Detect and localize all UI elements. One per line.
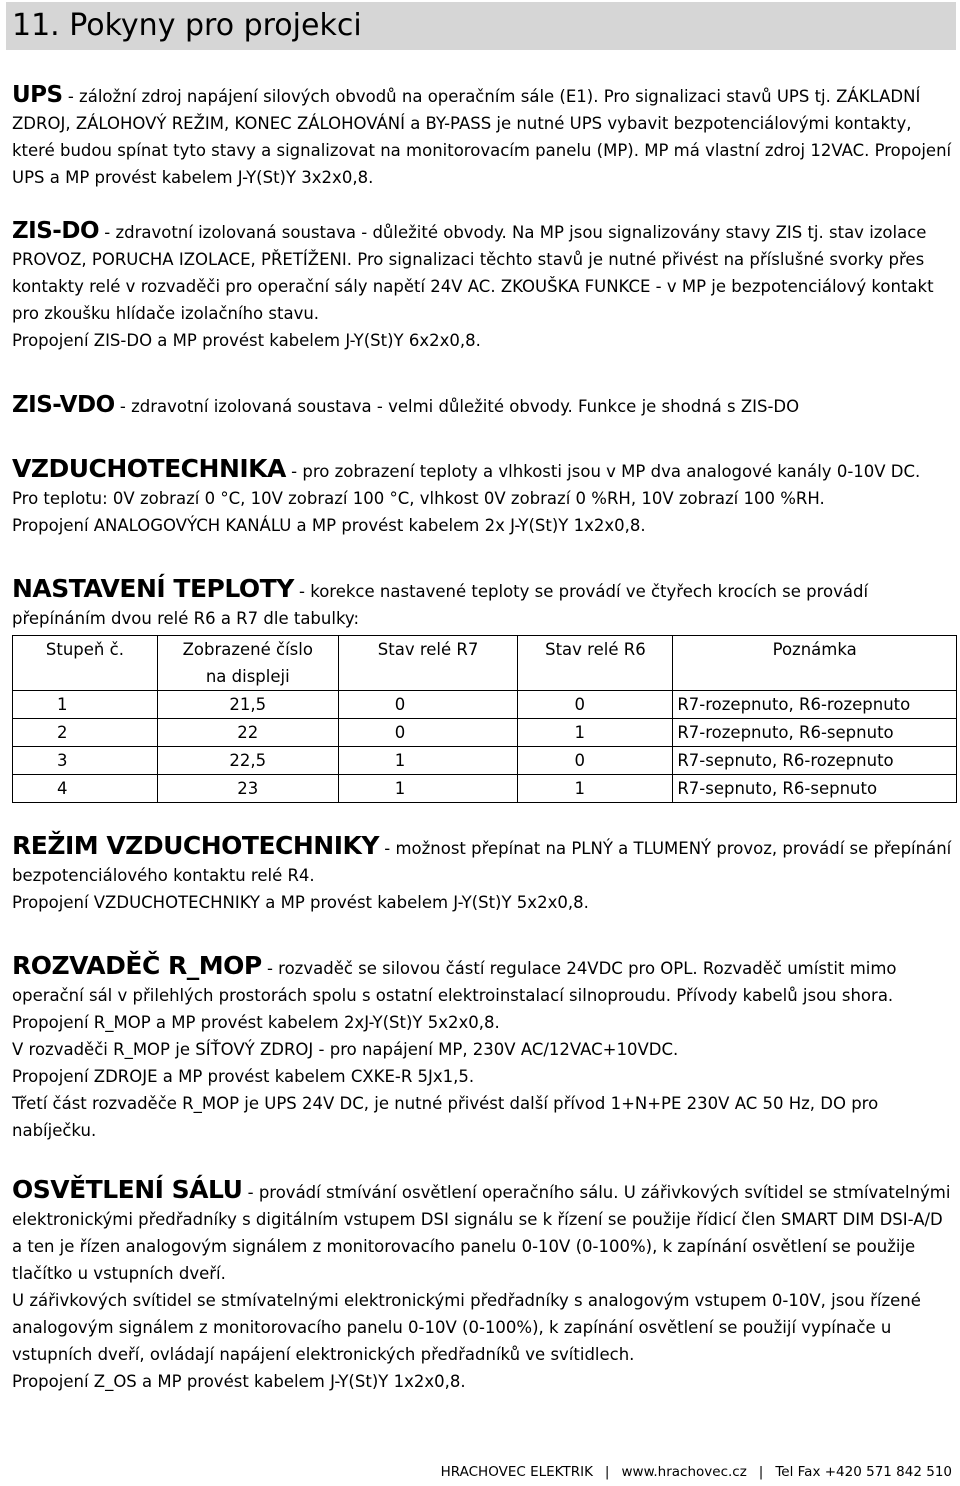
footer-separator: | <box>758 1464 764 1480</box>
header-note: Poznámka <box>673 636 957 691</box>
header-display: Zobrazené číslo na displeji <box>157 636 338 691</box>
section-nastaveni-teploty <box>12 575 952 632</box>
section-heading: UPS <box>12 82 63 108</box>
section-heading: ROZVADĚČ R_MOP <box>12 951 262 980</box>
section-text: - korekce nastavené teploty se provádí ve čtyřech krocích se provádí přepínáním dvou relé R6 a R7 dle tabulky: <box>12 582 869 628</box>
section-heading: VZDUCHOTECHNIKA <box>12 454 286 483</box>
cell-display: 22,5 <box>157 747 338 775</box>
title-bar <box>6 2 956 50</box>
cell-note: R7-sepnuto, R6-sepnuto <box>673 775 957 803</box>
header-step: Stupeň č. <box>13 636 158 691</box>
footer-phone: Tel Fax +420 571 842 510 <box>775 1464 952 1480</box>
footer-separator: | <box>604 1464 610 1480</box>
section-text: - možnost přepínat na PLNÝ a TLUMENÝ provoz, provádí se přepínání bezpotenciálového kontaktu relé R4. <box>12 839 952 885</box>
cell-step: 3 <box>13 747 158 775</box>
section-heading: REŽIM VZDUCHOTECHNIKY <box>12 831 379 860</box>
page-title: 11. Pokyny pro projekci <box>12 8 362 43</box>
table-header-row <box>13 636 957 691</box>
cell-note: R7-sepnuto, R6-rozepnuto <box>673 747 957 775</box>
cell-step: 4 <box>13 775 158 803</box>
section-line: Propojení ZDROJE a MP provést kabelem CXKE-R 5Jx1,5. <box>12 1067 475 1086</box>
table-row <box>13 775 957 803</box>
section-heading: ZIS-VDO <box>12 392 115 418</box>
section-text: - pro zobrazení teploty a vlhkosti jsou v MP dva analogové kanály 0-10V DC. <box>285 462 921 481</box>
footer-website[interactable]: www.hrachovec.cz <box>621 1464 747 1480</box>
section-vzduchotechnika <box>12 455 952 539</box>
section-text: - zdravotní izolovaná soustava - velmi důležité obvody. Funkce je shodná s ZIS-DO <box>114 397 800 416</box>
section-text: - rozvaděč se silovou částí regulace 24VDC pro OPL. Rozvaděč umístit mimo operační sál v přilehlých prostorách spolu s ostatní elektroinstalací silnoproudu. Přívody kabelů jsou shora. <box>12 959 897 1005</box>
section-heading: ZIS-DO <box>12 218 99 244</box>
section-rezim-vzduchotechniky <box>12 832 952 916</box>
cell-step: 2 <box>13 719 158 747</box>
cell-display: 21,5 <box>157 691 338 719</box>
section-line: Pro teplotu: 0V zobrazí 0 °C, 10V zobrazí 100 °C, vlhkost 0V zobrazí 0 %RH, 10V zobrazí 100 %RH. <box>12 489 825 508</box>
section-line: Propojení ZIS-DO a MP provést kabelem J-Y(St)Y 6x2x0,8. <box>12 331 481 350</box>
cell-r6: 0 <box>518 691 673 719</box>
section-ups <box>12 82 952 191</box>
section-osvetleni <box>12 1176 952 1395</box>
section-text: - zdravotní izolovaná soustava - důležité obvody. Na MP jsou signalizovány stavy ZIS tj. stav izolace PROVOZ, PORUCHA IZOLACE, PŘETÍŽENI. Pro signalizaci těchto stavů je nutné přivést na příslušné svorky přes kontakty relé v rozvaděči pro operační sály napětí 24V AC. ZKOUŠKA FUNKCE - v MP je bezpotenciálový kontakt pro zkoušku hlídače izolačního stavu. <box>12 223 934 323</box>
cell-r7: 1 <box>338 775 518 803</box>
section-rozvadec <box>12 952 952 1144</box>
table-row <box>13 719 957 747</box>
section-line: V rozvaděči R_MOP je SÍŤOVÝ ZDROJ - pro napájení MP, 230V AC/12VAC+10VDC. <box>12 1040 679 1059</box>
cell-r6: 1 <box>518 719 673 747</box>
section-line: Propojení VZDUCHOTECHNIKY a MP provést kabelem J-Y(St)Y 5x2x0,8. <box>12 893 589 912</box>
section-text: - provádí stmívání osvětlení operačního sálu. U zářivkových svítidel se stmívatelnými elektronickými předřadníky s digitálním vstupem DSI signálu se k řízení se použije řídicí člen SMART DIM DSI-A/D a ten je řízen analogovým signálem z monitorovacího panelu 0-10V (0-100%), k zapínání osvětlení se použije tlačítko u vstupních dveří. <box>12 1183 951 1283</box>
table-row <box>13 747 957 775</box>
section-heading: NASTAVENÍ TEPLOTY <box>12 574 294 603</box>
section-zis-do <box>12 218 952 354</box>
table-row <box>13 691 957 719</box>
cell-r6: 1 <box>518 775 673 803</box>
cell-display: 23 <box>157 775 338 803</box>
section-line: U zářivkových svítidel se stmívatelnými elektronickými předřadníky s analogovým vstupem 0-10V, jsou řízené analogovým signálem z monitorovacího panelu 0-10V (0-100%), k zapínání osvětlení se použijí vypínače u vstupních dveří, ovládají napájení elektronických předřadníků ve svítidlech. <box>12 1291 921 1364</box>
cell-display: 22 <box>157 719 338 747</box>
cell-step: 1 <box>13 691 158 719</box>
cell-r7: 0 <box>338 691 518 719</box>
cell-note: R7-rozepnuto, R6-sepnuto <box>673 719 957 747</box>
header-r7: Stav relé R7 <box>338 636 518 691</box>
section-line: Propojení R_MOP a MP provést kabelem 2xJ-Y(St)Y 5x2x0,8. <box>12 1013 500 1032</box>
section-heading: OSVĚTLENÍ SÁLU <box>12 1175 243 1204</box>
footer <box>441 1462 952 1482</box>
cell-r7: 1 <box>338 747 518 775</box>
section-line: Propojení Z_OS a MP provést kabelem J-Y(St)Y 1x2x0,8. <box>12 1372 466 1391</box>
section-text: - záložní zdroj napájení silových obvodů na operačním sále (E1). Pro signalizaci stavů UPS tj. ZÁKLADNÍ ZDROJ, ZÁLOHOVÝ REŽIM, KONEC ZÁLOHOVÁNÍ a BY-PASS je nutné UPS vybavit bezpotenciálovými kontakty, které budou spínat tyto stavy a signalizovat na monitorovacím panelu (MP). MP má vlastní zdroj 12VAC. Propojení UPS a MP provést kabelem J-Y(St)Y 3x2x0,8. <box>12 87 952 187</box>
relay-table <box>12 635 957 803</box>
section-zis-vdo <box>12 392 952 420</box>
cell-r7: 0 <box>338 719 518 747</box>
cell-note: R7-rozepnuto, R6-rozepnuto <box>673 691 957 719</box>
header-r6: Stav relé R6 <box>518 636 673 691</box>
footer-company: HRACHOVEC ELEKTRIK <box>440 1464 593 1480</box>
cell-r6: 0 <box>518 747 673 775</box>
section-line: Třetí část rozvaděče R_MOP je UPS 24V DC, je nutné přivést další přívod 1+N+PE 230V AC 50 Hz, DO pro nabíječku. <box>12 1094 879 1140</box>
section-line: Propojení ANALOGOVÝCH KANÁLU a MP provést kabelem 2x J-Y(St)Y 1x2x0,8. <box>12 516 646 535</box>
